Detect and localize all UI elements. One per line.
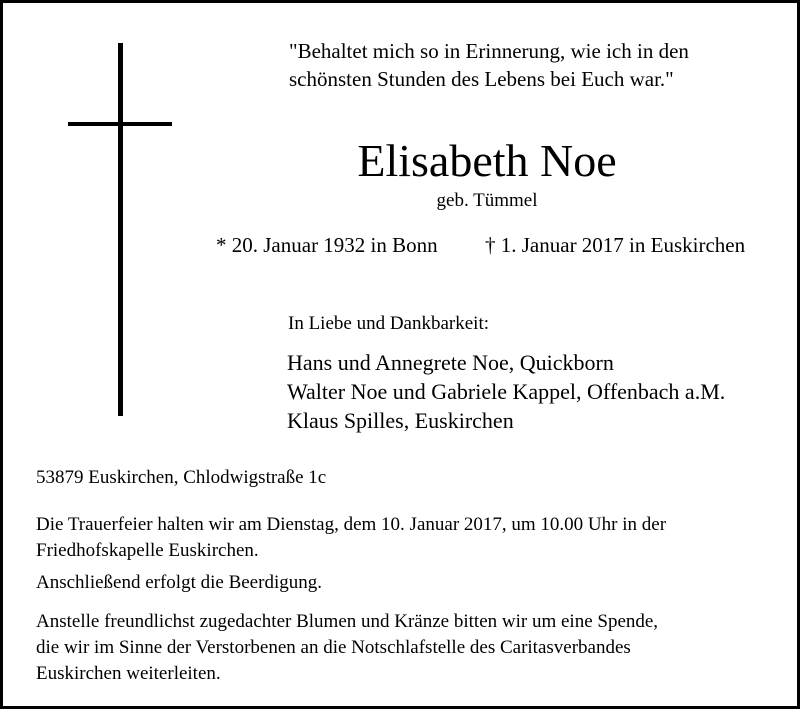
cross-icon [118,43,123,416]
paragraph-line: Anschließend erfolgt die Beerdigung. [36,572,322,593]
paragraph-line: Friedhofskapelle Euskirchen. [36,540,259,561]
funeral-service-paragraph [36,512,666,564]
quote-line: schönsten Stunden des Lebens bei Euch war." [289,67,674,91]
mourners-heading: In Liebe und Dankbarkeit: [288,313,490,334]
paragraph-line: die wir im Sinne der Verstorbenen an die Notschlafstelle des Caritasverbandes [36,637,631,658]
birth-name: geb. Tümmel [436,190,538,211]
memorial-quote [289,37,769,93]
cross-icon-crossbar [68,122,172,126]
birth-date: * 20. Januar 1932 in Bonn [216,233,438,257]
mourner-entry: Klaus Spilles, Euskirchen [287,408,514,433]
mourner-entry: Hans und Annegrete Noe, Quickborn [287,350,614,375]
paragraph-line: Anstelle freundlichst zugedachter Blumen und Kränze bitten wir um eine Spende, [36,611,659,632]
quote-line: "Behaltet mich so in Erinnerung, wie ich in den [289,39,689,63]
death-date: † 1. Januar 2017 in Euskirchen [485,233,746,257]
deceased-name: Elisabeth Noe [357,135,617,186]
paragraph-line: Die Trauerfeier halten wir am Dienstag, dem 10. Januar 2017, um 10.00 Uhr in der [36,514,667,535]
family-address: 53879 Euskirchen, Chlodwigstraße 1c [36,467,327,488]
donation-paragraph [36,609,658,687]
mourners-list [287,348,725,435]
burial-paragraph [36,570,322,596]
paragraph-line: Euskirchen weiterleiten. [36,663,221,684]
mourner-entry: Walter Noe und Gabriele Kappel, Offenbach a.M. [287,379,726,404]
